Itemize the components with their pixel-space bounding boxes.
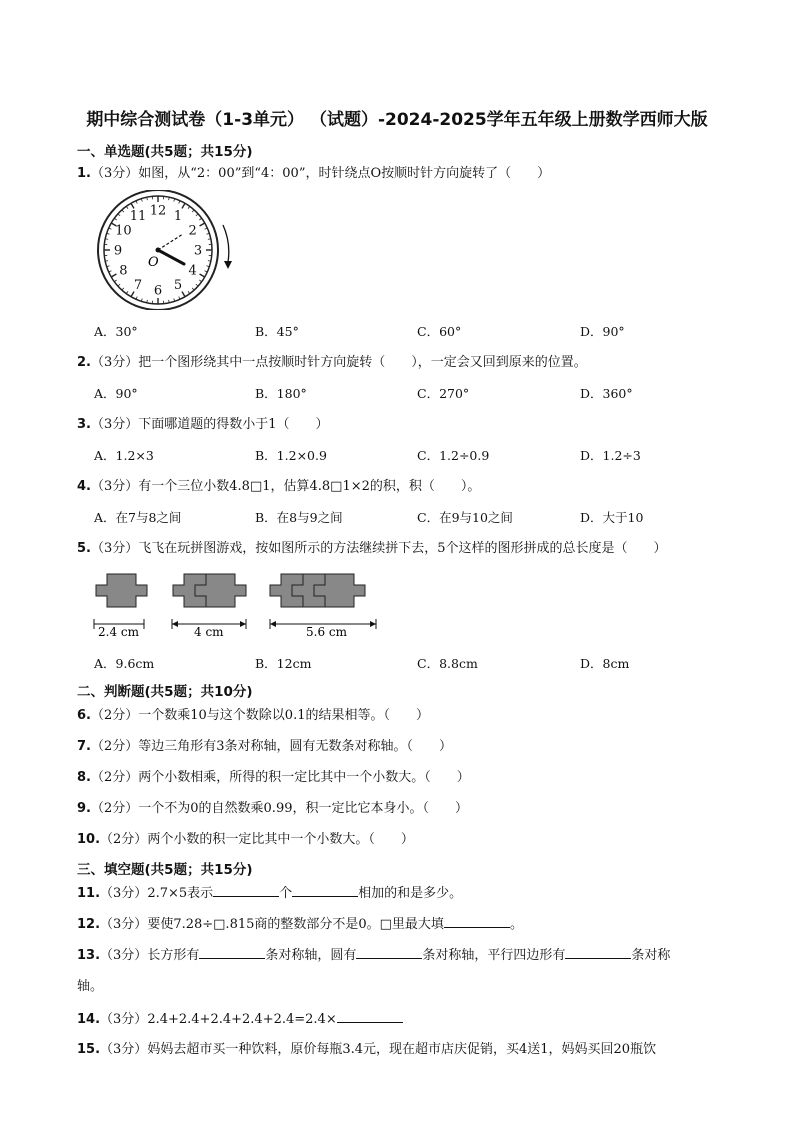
section-true-false: 二、判断题(共5题；共10分): [77, 684, 253, 700]
answer-blank[interactable]: [292, 884, 358, 897]
clock-tick: [114, 280, 116, 282]
question-number: 4.: [77, 479, 91, 494]
question-points: （2分）: [90, 801, 139, 816]
clock-tick: [182, 203, 185, 208]
puzzle-piece: [270, 574, 365, 607]
clock-number: 11: [129, 208, 147, 224]
clock-number: 2: [188, 223, 197, 239]
clock-tick: [136, 201, 137, 204]
question-text: 把一个图形绕其中一点按顺时针方向旋转（ ），一定会又回到原来的位置。: [138, 355, 587, 370]
clock-tick: [118, 214, 120, 216]
question-text: 要使7.28÷□.815商的整数部分不是0。□里最大填: [147, 917, 444, 932]
clock-tick: [205, 228, 208, 229]
question-points: （3分）: [90, 166, 139, 181]
arrowhead-icon: [172, 621, 178, 627]
section-fill-in: 三、填空题(共5题；共15分): [77, 862, 253, 878]
question-points: （2分）: [90, 708, 139, 723]
question-text: 等边三角形有3条对称轴，圆有无数条对称轴。（ ）: [138, 739, 453, 754]
question-15: [77, 1041, 656, 1059]
question-text: 条对称轴，圆有: [265, 948, 357, 963]
question-text: 条对称轴，平行四边形有: [422, 948, 566, 963]
section-single-choice: 一、单选题(共5题；共15分): [77, 144, 253, 160]
question-text: 如图，从“2：00”到“4：00”，时针绕点O按顺时针方向旋转了（ ）: [138, 166, 551, 181]
question-number: 13.: [77, 948, 101, 963]
q5-option-d[interactable]: D．8cm: [580, 656, 630, 671]
question-text: 妈妈去超市买一种饮料，原价每瓶3.4元，现在超市店庆促销，买4送1，妈妈买回20瓶饮: [147, 1042, 657, 1057]
q1-option-a[interactable]: A．30°: [94, 324, 138, 339]
clock-number: 10: [115, 223, 132, 239]
q4-option-c[interactable]: C．在9与10之间: [417, 510, 513, 525]
question-points: （3分）: [90, 355, 139, 370]
clock-number: 7: [133, 278, 143, 294]
clock-figure: [95, 190, 240, 310]
q1-option-c[interactable]: C．60°: [417, 324, 462, 339]
clock-tick: [200, 274, 205, 277]
question-14: [77, 1010, 403, 1029]
q4-option-d[interactable]: D．大于10: [580, 510, 644, 525]
clock-center: [156, 248, 161, 253]
question-points: （3分）: [90, 479, 139, 494]
puzzle-pieces: [96, 574, 365, 607]
clock-tick: [109, 271, 112, 272]
question-text: 长方形有: [147, 948, 200, 963]
question-number: 7.: [77, 739, 91, 754]
question-points: （3分）: [90, 417, 139, 432]
clock-tick: [118, 284, 120, 286]
clock-tick: [182, 292, 185, 297]
question-text: 个: [279, 886, 293, 901]
question-points: （2分）: [90, 770, 139, 785]
puzzle-figure: [88, 568, 388, 644]
question-points: （2分）: [100, 832, 148, 847]
question-number: 6.: [77, 708, 91, 723]
dashed-hand: [158, 234, 183, 250]
question-text: 2.7×5表示: [147, 886, 214, 901]
question-number: 1.: [77, 166, 91, 181]
clock-number: 9: [113, 243, 123, 259]
question-points: （3分）: [100, 1012, 148, 1027]
clock-tick: [114, 218, 116, 220]
clock-tick: [192, 288, 194, 290]
clock-tick: [131, 203, 134, 208]
question-number: 9.: [77, 801, 91, 816]
q3-option-c[interactable]: C．1.2÷0.9: [417, 448, 490, 463]
question-3: [77, 416, 329, 434]
clock-number: 5: [173, 278, 183, 294]
clock-number: 8: [119, 263, 128, 279]
q3-option-a[interactable]: A．1.2×3: [94, 448, 154, 463]
question-number: 8.: [77, 770, 91, 785]
question-number: 3.: [77, 417, 91, 432]
question-text: 下面哪道题的得数小于1（ ）: [138, 417, 329, 432]
question-points: （3分）: [90, 541, 139, 556]
question-10: [77, 831, 414, 849]
q3-option-d[interactable]: D．1.2÷3: [580, 448, 641, 463]
q3-option-b[interactable]: B．1.2×0.9: [255, 448, 327, 463]
clock-tick: [109, 228, 112, 229]
q1-option-d[interactable]: D．90°: [580, 324, 625, 339]
q5-option-c[interactable]: C．8.8cm: [417, 656, 478, 671]
q4-option-b[interactable]: B．在8与9之间: [255, 510, 343, 525]
question-number: 14.: [77, 1012, 101, 1027]
clock-tick: [179, 297, 180, 300]
question-number: 5.: [77, 541, 91, 556]
arrowhead-icon: [240, 621, 246, 627]
clock-tick: [200, 223, 205, 226]
q2-option-c[interactable]: C．270°: [417, 386, 470, 401]
question-text: 两个小数相乘，所得的积一定比其中一个小数大。（ ）: [138, 770, 470, 785]
question-number: 2.: [77, 355, 91, 370]
question-text: 相加的和是多少。: [358, 886, 463, 901]
answer-blank[interactable]: [565, 946, 631, 959]
clock-tick: [111, 274, 116, 277]
question-points: （3分）: [100, 1042, 148, 1057]
question-text: 。: [509, 917, 523, 932]
clock-number: 6: [153, 283, 163, 299]
clock-tick: [122, 288, 124, 290]
clock-tick: [126, 206, 128, 208]
clock-tick: [188, 291, 190, 293]
q4-option-a[interactable]: A．在7与8之间: [94, 510, 182, 525]
question-points: （3分）: [100, 917, 148, 932]
question-text: 有一个三位小数4.8□1，估算4.8□1×2的积，积（ ）。: [138, 479, 481, 494]
question-number: 15.: [77, 1042, 101, 1057]
q2-option-d[interactable]: D．360°: [580, 386, 633, 401]
question-text: 条对称: [631, 948, 671, 963]
question-number: 10.: [77, 832, 101, 847]
question-text: 轴。: [77, 979, 104, 994]
question-5: [77, 540, 667, 558]
question-4: [77, 478, 480, 496]
clock-tick: [122, 210, 124, 212]
answer-blank[interactable]: [356, 946, 422, 959]
length-label-3: 5.6 cm: [306, 625, 347, 639]
question-text: 一个不为0的自然数乘0.99，积一定比它本身小。（ ）: [138, 801, 468, 816]
question-text: 一个数乘10与这个数除以0.1的结果相等。（ ）: [138, 708, 429, 723]
q1-option-b[interactable]: B．45°: [255, 324, 299, 339]
length-label-2: 4 cm: [194, 625, 224, 639]
question-7: [77, 738, 452, 756]
question-1: [77, 165, 550, 183]
clock-number: 3: [193, 243, 203, 259]
hour-hand: [158, 250, 184, 264]
center-label: O: [148, 255, 159, 270]
q5-option-a[interactable]: A．9.6cm: [94, 656, 155, 671]
question-text: 两个小数的积一定比其中一个小数大。（ ）: [147, 832, 414, 847]
arrowhead-icon: [370, 621, 376, 627]
clock-number: 1: [173, 208, 183, 224]
question-number: 11.: [77, 886, 101, 901]
question-text: 飞飞在玩拼图游戏，按如图所示的方法继续拼下去，5个这样的图形拼成的总长度是（ ）: [138, 541, 667, 556]
q2-option-b[interactable]: B．180°: [255, 386, 307, 401]
clock-tick: [196, 214, 198, 216]
q5-option-b[interactable]: B．12cm: [255, 656, 312, 671]
answer-blank[interactable]: [444, 915, 510, 928]
clock-tick: [205, 271, 208, 272]
page-title: 期中综合测试卷（1-3单元） （试题）-2024-2025学年五年级上册数学西师大版: [86, 110, 708, 130]
arrowhead-icon: [270, 621, 276, 627]
question-number: 12.: [77, 917, 101, 932]
clock-tick: [196, 284, 198, 286]
arrow-head-icon: [224, 261, 232, 269]
answer-blank[interactable]: [337, 1010, 403, 1023]
clock-tick: [126, 291, 128, 293]
question-points: （2分）: [90, 739, 139, 754]
question-points: （3分）: [100, 886, 148, 901]
question-8: [77, 769, 470, 787]
answer-blank[interactable]: [199, 946, 265, 959]
clock-tick: [136, 297, 137, 300]
rotation-arrow-icon: [223, 225, 229, 262]
q2-option-a[interactable]: A．90°: [94, 386, 138, 401]
clock-tick: [179, 201, 180, 204]
puzzle-piece: [173, 574, 246, 607]
question-2: [77, 354, 587, 372]
question-text: 2.4+2.4+2.4+2.4+2.4=2.4×: [147, 1012, 337, 1027]
clock-tick: [199, 218, 201, 220]
clock-tick: [199, 280, 201, 282]
length-label-1: 2.4 cm: [98, 625, 139, 639]
question-13: [77, 940, 747, 1002]
puzzle-piece: [96, 574, 147, 607]
question-6: [77, 707, 429, 725]
question-9: [77, 800, 468, 818]
clock-tick: [188, 206, 190, 208]
question-points: （3分）: [100, 948, 148, 963]
answer-blank[interactable]: [213, 884, 279, 897]
clock-tick: [192, 210, 194, 212]
question-11: [77, 884, 462, 903]
question-12: [77, 915, 523, 934]
clock-number: 4: [188, 263, 197, 279]
clock-number: 12: [149, 203, 167, 219]
